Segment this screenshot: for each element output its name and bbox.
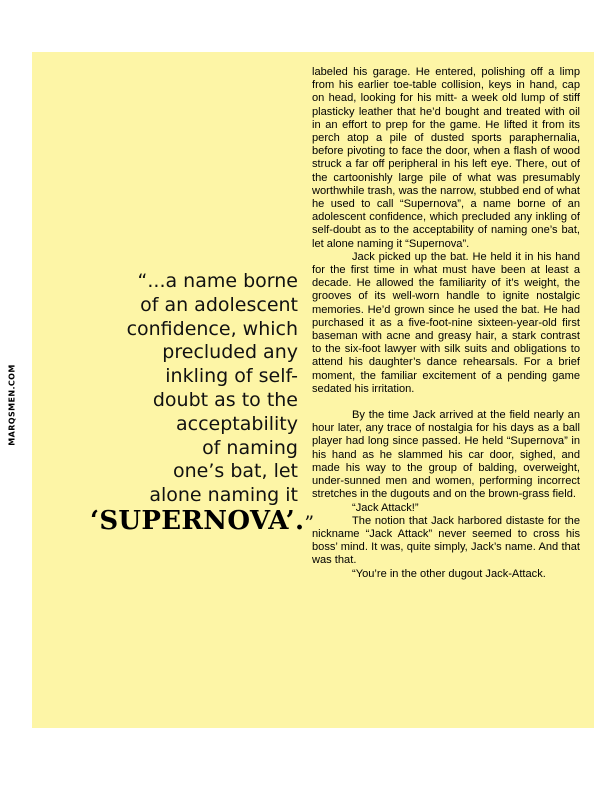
article-paragraph: Jack picked up the bat. He held it in his hand for the first time in what must have been at least a decade. He allowed the familiarity of it’s weight, the grooves of its well-worn handle to ignite nostalgic memories. He’d grown since he used the bat. He had purchased it as a five-foot-nine sixteen-year-old first baseman with acne and greasy hair, a stark contrast to the six-foot lawyer with silk suits and obligations to attend his daughter’s dance rehearsals. For a brief moment, the familiar excitement of a pending game sedated his irritation.: [312, 250, 580, 395]
article-paragraph: “Jack Attack!”: [352, 501, 419, 514]
pull-quote-line: confidence, which: [126, 317, 298, 340]
pull-quote-line: inkling of self-: [165, 365, 298, 388]
article-paragraph: “You’re in the other dugout Jack-Attack.: [352, 567, 546, 580]
pull-quote-emphasis: ‘SUPERNOVA’.: [90, 505, 305, 536]
article-paragraph: The notion that Jack harbored distaste for the nickname “Jack Attack” never seemed to cross his boss’ mind. It was, quite simply, Jack’s name. And that was that.: [312, 514, 580, 567]
pull-quote-emphasis-line: [90, 505, 315, 536]
pull-quote-closing-mark: ”: [304, 511, 315, 534]
pull-quote-line: of naming: [202, 436, 298, 459]
pull-quote-line: one’s bat, let: [173, 460, 298, 483]
pull-quote-line: alone naming it: [149, 484, 298, 507]
pull-quote-line: precluded any: [162, 341, 298, 364]
article-paragraph: labeled his garage. He entered, polishing off a limp from his earlier toe-table collision, keys in hand, cap on head, looking for his mitt- a week old lump of stiff plasticky leather that he’d bought and treated with oil in an effort to prep for the game. He lifted it from its perch atop a pile of dusted sports paraphernalia, before pivoting to face the door, when a flash of wood struck a far off peripheral in his left eye. There, out of the cartoonishly large pile of what was presumably worthwhile trash, was the narrow, stubbed end of what he used to call “Supernova”, a name borne of an adolescent confidence, which precluded any inkling of self-doubt as to the acceptability of naming one’s bat, let alone naming it “Supernova”.: [312, 66, 580, 250]
side-label: [4, 355, 20, 455]
pull-quote: [90, 270, 315, 536]
pull-quote-line: acceptability: [176, 412, 298, 435]
pull-quote-line: “...a name borne: [137, 270, 298, 292]
article-body: [312, 66, 580, 581]
pull-quote-line: of an adolescent: [140, 293, 298, 316]
article-paragraph: By the time Jack arrived at the field nearly an hour later, any trace of nostalgia for his days as a ball player had long since passed. He held “Supernova” in his hand as he slammed his car door, sighed, and made his way to the group of balding, overweight, under-sunned men and women, performing incorrect stretches in the dugouts and on the brown-grass field.: [312, 409, 580, 501]
site-url-label: MARQSMEN.COM: [7, 364, 17, 446]
pull-quote-line: doubt as to the: [152, 388, 298, 411]
